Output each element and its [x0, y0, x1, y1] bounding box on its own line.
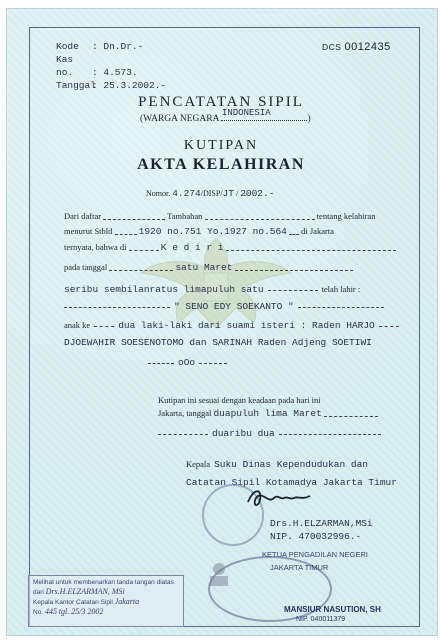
kutipan-title: KUTIPAN	[183, 138, 259, 153]
signature-scribble-icon	[244, 484, 314, 510]
tanggal-row	[56, 79, 166, 92]
jakarta-tanggal-line	[158, 408, 378, 419]
tanggal-value: : 25.3.2002.-	[92, 80, 167, 91]
fill-dash	[64, 302, 170, 308]
office-line-1: Suku Dinas Kependudukan dan	[214, 459, 369, 470]
warga-negara-line	[140, 108, 311, 124]
fill-dash	[289, 229, 299, 235]
dari-daftar-line	[64, 211, 375, 221]
fill-dash	[298, 302, 384, 308]
kode-value: : Dn.Dr.-	[92, 41, 144, 52]
akta-kelahiran-title: AKTA KELAHIRAN	[137, 156, 305, 173]
closing-mark: oOo	[178, 357, 196, 368]
warga-value: INDONESIA	[222, 108, 271, 118]
issue-year-line	[158, 423, 381, 441]
di-jakarta-label: di Jakarta	[301, 226, 334, 236]
parents-line	[64, 332, 372, 350]
stamp-line-4-row	[33, 607, 179, 617]
fill-dash	[103, 214, 165, 220]
warga-close: )	[307, 114, 311, 124]
menurut-line	[64, 226, 334, 237]
kas-value: : 4.573.	[92, 67, 138, 78]
stamp-line-2-row	[33, 587, 179, 597]
fill-dash	[199, 358, 227, 364]
pada-tanggal-label: pada tanggal	[64, 262, 108, 272]
birth-year-words: seribu sembilanratus limapuluh satu	[64, 284, 264, 295]
fill-dash	[268, 285, 318, 291]
verification-stamp	[28, 575, 184, 627]
office-line-2: Catatan Sipil Kotamadya Jakarta Timur	[186, 477, 397, 488]
kepala-label: Kepala	[186, 459, 211, 469]
fill-dash	[235, 265, 353, 271]
fill-dash	[109, 265, 173, 271]
nomor-line: Nomor. 4.274/DISP/JT / 2002.-	[146, 188, 275, 199]
nomor-label: Nomor.	[146, 189, 171, 198]
child-description: dua laki-laki dari suami isteri : Raden HARJO	[118, 320, 375, 331]
stamp-place: Jakarta	[114, 597, 140, 606]
pencatatan-sipil-title: PENCATATAN SIPIL	[138, 94, 304, 110]
fill-dash	[115, 229, 137, 235]
fill-dash	[226, 245, 396, 251]
fill-dash	[279, 429, 381, 435]
stamp-no-label: No.	[33, 609, 44, 616]
stbld-value: 1920 no.751 Yo.1927 no.564	[138, 226, 287, 237]
jakarta-tanggal-label: Jakarta, tanggal	[158, 408, 212, 418]
parents-names: DJOEWAHIR SOESENOTOMO dan SARINAH Raden Adjeng SOETIWI	[64, 337, 372, 348]
kepala-line	[186, 454, 368, 472]
issue-date: duapuluh lima Maret	[213, 408, 322, 419]
court-title: KETUA PENGADILAN NEGERI	[262, 550, 368, 559]
official-name: Drs.H.ELZARMAN,MSi	[270, 518, 373, 529]
disp-label: /DISP/	[200, 189, 223, 198]
anak-ke-line	[64, 315, 399, 333]
fill-dash	[158, 429, 208, 435]
anak-ke-label: anak ke	[64, 320, 91, 330]
stamp-dari: dari	[33, 589, 44, 596]
serial-prefix: DCS	[322, 42, 342, 52]
court-official-name: MANSIUR NASUTION, SH	[284, 605, 381, 614]
stamp-office: Kepala Kantor Catatan Sipil	[33, 599, 113, 606]
kode-row	[56, 40, 166, 53]
warga-dots	[221, 120, 307, 121]
year-words-line	[64, 279, 360, 297]
fill-dash	[379, 321, 399, 327]
kas-row	[56, 53, 166, 79]
birth-place: K e d i r i	[160, 242, 224, 253]
closing-line	[148, 352, 227, 370]
court-official-nip: NIP. 040011379	[296, 616, 346, 623]
tanggal-label: Tanggal	[56, 80, 96, 91]
kode-label: Kode	[56, 41, 79, 52]
nomor-year: 2002.-	[240, 188, 275, 199]
stamp-no: 445	[44, 607, 57, 616]
fill-dash	[94, 321, 114, 327]
serial-number	[322, 41, 391, 53]
telah-lahir-label: telah lahir :	[321, 284, 361, 294]
court-city: JAKARTA TIMUR	[270, 563, 329, 572]
fill-dash	[129, 245, 159, 251]
menurut-label: menurut Stbld	[64, 226, 113, 236]
ternyata-label: ternyata, bahwa di	[64, 242, 127, 252]
stamp-line-3-row	[33, 597, 179, 607]
stamp-date: tgl. 25/3 2002	[58, 607, 104, 616]
stamp-line-1: Melihat untuk membenarkan tanda tangan diatas	[33, 579, 174, 586]
issue-year: duaribu dua	[212, 428, 275, 439]
nomor-number: 4.274	[172, 188, 201, 199]
child-name: " SENO EDY SOEKANTO "	[174, 301, 294, 312]
kas-label: Kas no.	[56, 54, 74, 78]
dari-daftar-label: Dari daftar	[64, 211, 102, 221]
fill-dash	[324, 411, 378, 417]
tentang-label: tentang kelahiran	[316, 211, 376, 221]
pada-tanggal-line	[64, 262, 353, 273]
nomor-code: JT	[222, 188, 234, 199]
stamp-photo-icon	[206, 560, 232, 586]
official-nip: NIP. 470032996.-	[270, 531, 362, 542]
ternyata-line	[64, 242, 396, 253]
warga-label: (WARGA NEGARA	[140, 114, 220, 124]
registration-info	[56, 40, 166, 92]
serial-value: 0012435	[344, 41, 391, 53]
fill-dash	[148, 358, 174, 364]
kutipan-sesuai-line: Kutipan ini sesuai dengan keadaan pada hari ini	[158, 395, 321, 405]
tambahan-value: Tambahan	[167, 211, 203, 221]
name-line	[64, 296, 384, 314]
stamp-name: Drs.H.ELZARMAN, MSi	[45, 587, 125, 596]
fill-dash	[205, 214, 315, 220]
birth-day: satu Maret	[175, 262, 233, 273]
